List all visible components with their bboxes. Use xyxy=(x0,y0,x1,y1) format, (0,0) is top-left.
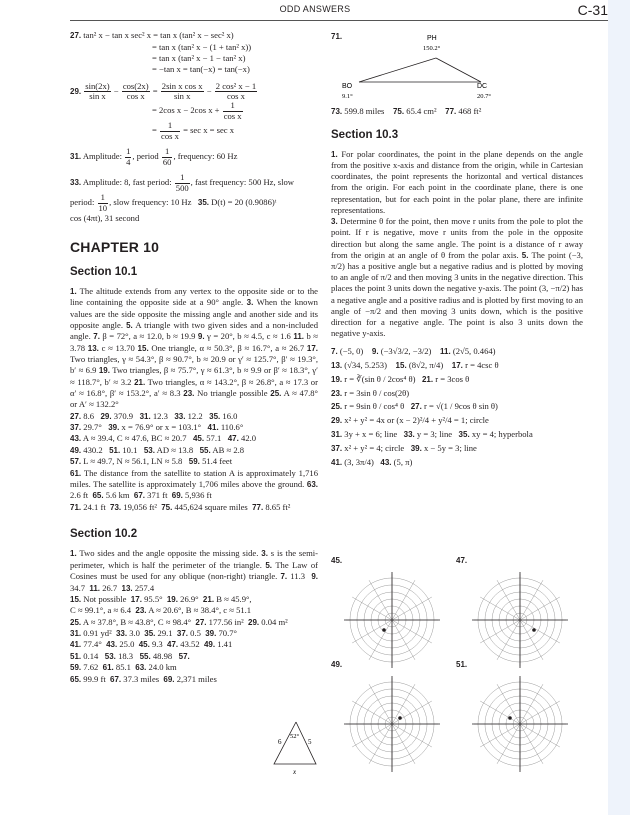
side-label-x: x xyxy=(293,768,297,776)
fraction: $\frac{\text{2 cos² x − 1}}{\text{cos x}}$ xyxy=(215,80,257,102)
equation-line: = tan x (tan² x − (1 + tan² x)) xyxy=(152,41,252,52)
fraction: $\frac{1}{10}$ xyxy=(98,192,108,213)
fraction: $\frac{1}{4}$ xyxy=(126,146,131,167)
polar-answers: 7. (−5, 0) 9. (−3√3/2, −3/2) 11. (2√5, 0.464) 13. (√34, 5.253) 15. (8√2, π/4) 17. r = 4csc θ 19. r = ∛(sin θ / 2cos⁴ θ) 21. r = 3cos θ 23. r = 3sin θ / cos(2θ) 25. r = 9sin θ / cos⁴ θ 27. r = √(1 / 9cos θ sin θ) 29. x² + y² = 4x or (x − 2)²/4 + y²/4 = 1; circle 31. 3y + x = 6; line 33. y = 3; line 35. xy = 4; hyperbola 37. x² + y² = 4; circle 39. x − 5y = 3; line 41. (3, 3π/4) 43. (5, π) xyxy=(331,346,533,467)
fraction: $\frac{\sin(2x)}{\text{sin x}}$ xyxy=(85,80,110,102)
plotted-point xyxy=(508,716,512,720)
polar-graph-47 xyxy=(470,570,570,670)
graph-label-49: 49. xyxy=(331,660,343,669)
section-10-3-answers: 1. For polar coordinates, the point in the plane depends on the angle from the positive x-axis and distance from the origin, while in Cartesian coordinates, the point represents the horizontal and vertical distances from the origin. For each point in the coordinate plane, there is one representation, but for each point in the polar plane, there are infinite representations. 3. Determine θ for the point, then move r units from the pole to plot the point. If r is negative, move r units from the pole in the opposite direction but along the same angle. The point is a distance of r away from the origin at an angle of θ from the polar axis. 5. The point (−3, π/2) has a positive angle but a negative radius and is plotted by moving to an angle of π/2 and then moving 3 units in the negative direction. This places the point 3 units down the negative y-axis. The point (3, −π/2) has a negative angle and a positive radius and is plotted by first moving to an angle of −π/2 and then moving 3 units down, which is the positive direction for a negative angle. The point is also 3 units down the negative y-axis. xyxy=(331,148,584,339)
side-label-b: 5 xyxy=(308,738,312,746)
equation-line: = tan x (tan² x − 1 − tan² x) xyxy=(152,52,246,63)
section-heading: Section 10.3 xyxy=(331,128,399,141)
answer-number: 29. xyxy=(70,86,82,96)
polar-graph-49 xyxy=(342,674,442,774)
fraction: $\frac{1}{\text{cos x}}$ xyxy=(161,120,179,141)
equation-line: tan² x − tan x sec² x = tan x (tan² x − sec² x) xyxy=(83,30,234,40)
polar-graph-45 xyxy=(342,570,442,670)
vertex-label-dc: DC xyxy=(477,83,488,90)
section-10-2-answers: 1. Two sides and the angle opposite the missing side. 3. s is the semi-perimeter, which is half the perimeter of the triangle. 5. The Law of Cosines must be used for any oblique (non-right) triangle. 7. 11.3 9. 34.7 11. 26.7 13. 257.4 15. Not possible 17. 95.5° 19. 26.9° 21. B ≈ 45.9°, C ≈ 99.1°, a ≈ 6.4 23. A ≈ 20.6°, B ≈ 38.4°, c ≈ 51.1 25. A ≈ 37.8°, B ≈ 43.8°, C ≈ 98.4° 27. 177.56 in² 29. 0.04 m² 31. 0.91 yd² 33. 3.0 35. 29.1 37. 0.5 39. 70.7° 41. 77.4° 43. 25.0 45. 9.3 47. 43.52 49. 1.41 51. 0.14 53. 18.3 55. 48.98 57. 59. 7.62 61. 85.1 63. 24.0 km 65. 99.9 ft 67. 37.3 miles 69. 2,371 miles xyxy=(70,548,319,684)
fraction: $\frac{\cos(2x)}{\text{cos x}}$ xyxy=(122,80,149,102)
answer-71: 71. PH 150.2° BO 9.1° DC 20.7° xyxy=(331,30,583,106)
section-10-1-answers: 1. The altitude extends from any vertex to the opposite side or to the line containing the opposite side at a 90° angle. 3. When the known values are the side opposite the missing angle and another side and its opposite angle. 5. A triangle with two given sides and a non-included angle. 7. β = 72°, a ≈ 12.0, b ≈ 19.9 9. γ = 20°, b ≈ 4.5, c ≈ 1.6 11. b ≈ 3.78 13. c ≈ 13.70 15. One triangle, α ≈ 50.3°, β ≈ 16.7°, a ≈ 26.7 17. Two triangles, γ ≈ 54.3°, β ≈ 90.7°, b ≈ 20.9 or γ′ ≈ 125.7°, β′ ≈ 19.3°, b′ ≈ 6.9 19. Two triangles, β ≈ 75.7°, γ ≈ 61.3°, b ≈ 9.9 or β′ ≈ 18.3°, γ′ ≈ 118.7°, b′ ≈ 3.2 21. Two triangles, α ≈ 143.2°, β ≈ 26.8°, a ≈ 17.3 or α′ ≈ 16.8°, β′ ≈ 153.2°, a′ ≈ 8.3 23. No triangle possible 25. A ≈ 47.8° or A′ ≈ 132.2° 27. 8.6 29. 370.9 31. 12.3 33. 12.2 35. 16.0 37. 29.7° 39. x = 76.9° or x = 103.1° 41. 110.6° 43. A ≈ 39.4, C ≈ 47.6, BC ≈ 20.7 45. 57.1 47. 42.0 49. 430.2 51. 10.1 53. AD ≈ 13.8 55. AB ≈ 2.8 57. L ≈ 49.7, N ≈ 56.1, LN ≈ 5.8 59. 51.4 feet 61. The distance from the satellite to station A is approximately 1,716 miles. The satellite is approximately 1,706 miles above the ground. 63. 2.6 ft 65. 5.6 km 67. 371 ft 69. 5,936 ft 71. 24.1 ft 73. 19,056 ft² 75. 445,624 square miles 77. 8.65 ft² xyxy=(70,286,319,512)
graph-label-45: 45. xyxy=(331,556,343,565)
angle-label: 52° xyxy=(290,733,300,740)
vertex-label-bo: BO xyxy=(342,83,353,90)
plotted-point xyxy=(398,716,402,720)
side-label-a: 6 xyxy=(278,738,282,746)
plotted-point xyxy=(532,628,536,632)
page-edge-band xyxy=(608,0,630,815)
angle-label: 20.7° xyxy=(477,93,491,100)
graph-label-51: 51. xyxy=(456,660,468,669)
section-heading: Section 10.1 xyxy=(70,265,138,278)
fraction: $\frac{\text{2sin x cos x}}{\text{sin x}}$ xyxy=(161,80,203,102)
graph-label-47: 47. xyxy=(456,556,468,565)
answer-31: 31. Amplitude: $\frac{1}{4}$ , period $\frac{1}{60}$ , frequency: 60 Hz xyxy=(70,146,238,167)
answer-number: 27. xyxy=(70,31,82,40)
answers-73-77: 73. 599.8 miles 75. 65.4 cm² 77. 468 ft² xyxy=(331,106,482,116)
answer-29: 29. $\frac{\sin(2x)}{\text{sin x}}$ − $\frac{\cos(2x)}{\text{cos x}}$ = $\frac{\text{2sin x cos x}}{\text{sin x}}$ − $\frac{\text{2 cos² x − 1}}{\text{cos x}}$ = 2cos x − 2cos x + $\frac{1}{\text{cos x}}$ = $\frac{1}{\text{cos x}}$ = sec x = sec x xyxy=(70,80,257,141)
fraction: $\frac{1}{500}$ xyxy=(175,172,189,193)
triangle-figure xyxy=(268,718,324,778)
fraction: $\frac{1}{60}$ xyxy=(162,146,172,167)
angle-label: 150.2° xyxy=(423,45,441,52)
page-number: C-31 xyxy=(577,2,608,18)
vertex-label-ph: PH xyxy=(427,35,437,42)
equation-line: = 2cos x − 2cos x + xyxy=(152,105,220,116)
chapter-heading: CHAPTER 10 xyxy=(70,239,160,256)
fraction: $\frac{1}{\text{cos x}}$ xyxy=(223,100,242,121)
angle-label: 9.1° xyxy=(342,93,353,100)
right-column xyxy=(331,30,583,475)
answer-33-35: 33. Amplitude: 8, fast period: $\frac{1}{500}$ , fast frequency: 500 Hz, slow period: $\frac{1}{10}$ , slow frequency: 10 Hz 35. D(t) = 20 (0.9086)ᵗ cos (4πt), 31 second xyxy=(70,172,294,224)
navigation-triangle xyxy=(341,30,521,104)
running-header: ODD ANSWERS xyxy=(279,4,351,14)
header-rule xyxy=(70,20,608,21)
equation-line: = −tan x = tan(−x) = tan(−x) xyxy=(152,64,250,75)
plotted-point xyxy=(382,628,386,632)
section-heading: Section 10.2 xyxy=(70,528,138,541)
left-column xyxy=(70,30,318,691)
answer-27 xyxy=(70,30,318,76)
polar-graph-51 xyxy=(470,674,570,774)
